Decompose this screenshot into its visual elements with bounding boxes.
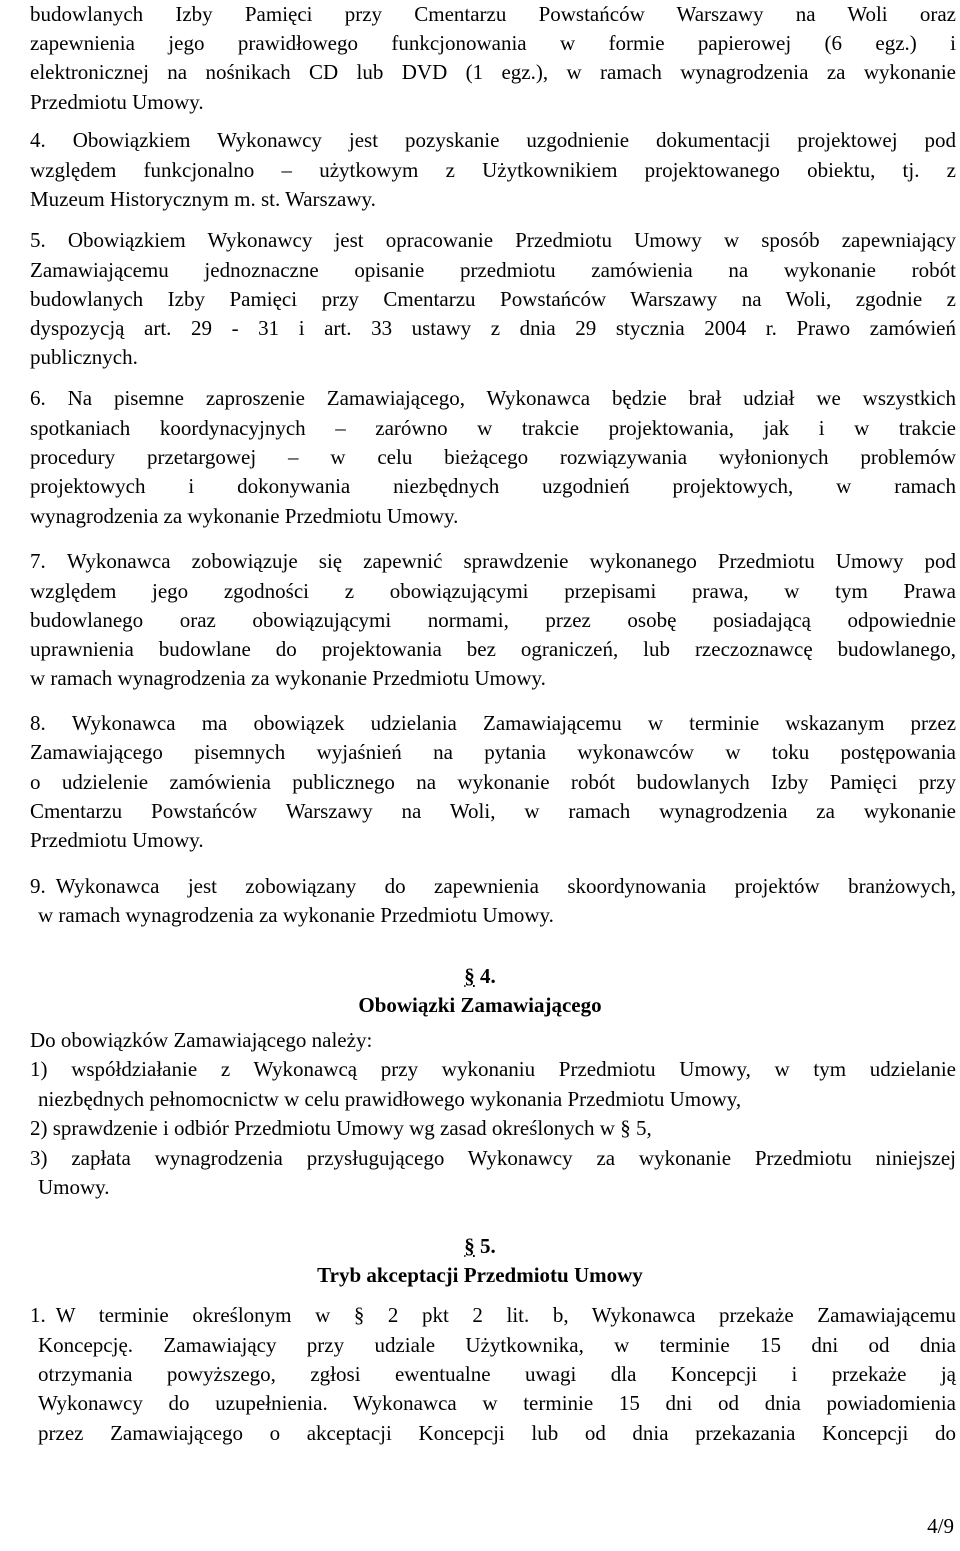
section-number: 4. [480,964,496,988]
item-text: sprawdzenie i odbiór Przedmiotu Umowy wg zasad określonych w § 5, [52,1116,652,1140]
text-line [30,1055,956,1084]
item-number: 5. [30,228,46,252]
text-line: W terminie określonym w § 2 pkt 2 lit. b, Wykonawca przekaże Zamawiającemu [55,1303,956,1327]
item-text: Wykonawca ma obowiązek udzielania Zamawiającemu w terminie wskazanym przez [71,711,957,735]
section-sign: § [464,964,475,988]
section-title [0,1261,960,1290]
item-text: Obowiązkiem Wykonawcy jest opracowanie Przedmiotu Umowy w sposób zapewniający [67,228,956,252]
item-number: 8. [30,711,46,735]
text-line: Zamawiającemu jednoznaczne opisanie przedmiotu zamówienia na wykonanie robót [30,258,956,282]
text-line: względem funkcjonalno – użytkowym z Użytkownikiem projektowanego obiektu, tj. z [30,158,956,182]
item-text: Wykonawca zobowiązuje się zapewnić sprawdzenie wykonanego Przedmiotu Umowy pod [66,549,957,573]
text-line [30,1114,652,1143]
section-heading [0,962,960,991]
text-line: budowlanych Izby Pamięci przy Cmentarzu Powstańców Warszawy na Woli, zgodnie z [30,287,956,311]
text-line [30,384,956,413]
text-line: niezbędnych pełnomocnictw w celu prawidłowego wykonania Przedmiotu Umowy, [38,1087,742,1111]
text-line: w ramach wynagrodzenia za wykonanie Przedmiotu Umowy. [30,666,546,690]
item-number: 6. [30,386,46,410]
text-line [30,1144,956,1173]
item-number: 1. [30,1303,46,1327]
text-line: Wykonawcy do uzupełnienia. Wykonawca w terminie 15 dni od dnia powiadomienia [38,1391,956,1415]
text-line [30,126,956,155]
text-line: projektowych i dokonywania niezbędnych uzgodnień projektowych, w ramach [30,474,956,498]
text-line: przez Zamawiającego o akceptacji Koncepcji lub od dnia przekazania Koncepcji do [38,1421,956,1445]
section-heading [0,1232,960,1261]
item-number: 3) [30,1146,48,1170]
text-line: Przedmiotu Umowy. [30,90,204,114]
text-line: budowlanego oraz obowiązującymi normami, przez osobę posiadającą odpowiednie [30,608,956,632]
text-line: budowlanych Izby Pamięci przy Cmentarzu Powstańców Warszawy na Woli oraz [30,2,956,26]
text-line: Koncepcję. Zamawiający przy udziale Użytkownika, w terminie 15 dni od dnia [38,1333,956,1357]
text-line: zapewnienia jego prawidłowego funkcjonowania w formie papierowej (6 egz.) i [30,31,956,55]
item-number: 7. [30,549,46,573]
item-number: 1) [30,1057,48,1081]
text-line: względem jego zgodności z obowiązującymi przepisami prawa, w tym Prawa [30,579,956,603]
text-line [30,709,956,738]
text-line: uprawnienia budowlane do projektowania bez ograniczeń, lub rzeczoznawcę budowlanego, [30,637,956,661]
item-number: 4. [30,128,46,152]
text-line: Cmentarzu Powstańców Warszawy na Woli, w ramach wynagrodzenia za wykonanie [30,799,956,823]
text-line: spotkaniach koordynacyjnych – zarówno w trakcie projektowania, jak i w trakcie [30,416,956,440]
page-number: 4/9 [927,1514,954,1538]
text-line: dyspozycją art. 29 - 31 i art. 33 ustawy z dnia 29 stycznia 2004 r. Prawo zamówień [30,316,956,340]
text-line: otrzymania powyższego, zgłosi ewentualne uwagi dla Koncepcji i przekaże ją [38,1362,956,1386]
section-title-text: Obowiązki Zamawiającego [358,993,602,1017]
text-line: procedury przetargowej – w celu bieżącego rozwiązywania wyłonionych problemów [30,445,956,469]
text-line: publicznych. [30,345,138,369]
text-line: elektronicznej na nośnikach CD lub DVD (1 egz.), w ramach wynagrodzenia za wykonanie [30,60,956,84]
item-text: współdziałanie z Wykonawcą przy wykonaniu Przedmiotu Umowy, w tym udzielanie [71,1057,957,1081]
text-line: Zamawiającego pisemnych wyjaśnień na pytania wykonawców w toku postępowania [30,740,956,764]
text-line: Muzeum Historycznym m. st. Warszawy. [30,187,376,211]
section-number: 5. [480,1234,496,1258]
text-line: Przedmiotu Umowy. [30,828,204,852]
text-line: wynagrodzenia za wykonanie Przedmiotu Umowy. [30,504,459,528]
section-sign: § [464,1234,475,1258]
item-text: zapłata wynagrodzenia przysługującego Wykonawcy za wykonanie Przedmiotu niniejszej [71,1146,956,1170]
section-title-text: Tryb akceptacji Przedmiotu Umowy [317,1263,643,1287]
section-title [0,991,960,1020]
item-number: 2) [30,1116,48,1140]
text-line [30,226,956,255]
text-line: Umowy. [38,1175,110,1199]
text-line [30,547,956,576]
text-line: Wykonawca jest zobowiązany do zapewnienia skoordynowania projektów branżowych, [55,874,956,898]
section-lead: Do obowiązków Zamawiającego należy: [30,1028,373,1052]
item-text: Obowiązkiem Wykonawcy jest pozyskanie uzgodnienie dokumentacji projektowej pod [72,128,956,152]
text-line: w ramach wynagrodzenia za wykonanie Przedmiotu Umowy. [38,903,554,927]
item-number: 9. [30,874,46,898]
item-text: Na pisemne zaproszenie Zamawiającego, Wykonawca będzie brał udział we wszystkich [67,386,957,410]
text-line: o udzielenie zamówienia publicznego na wykonanie robót budowlanych Izby Pamięci przy [30,770,956,794]
